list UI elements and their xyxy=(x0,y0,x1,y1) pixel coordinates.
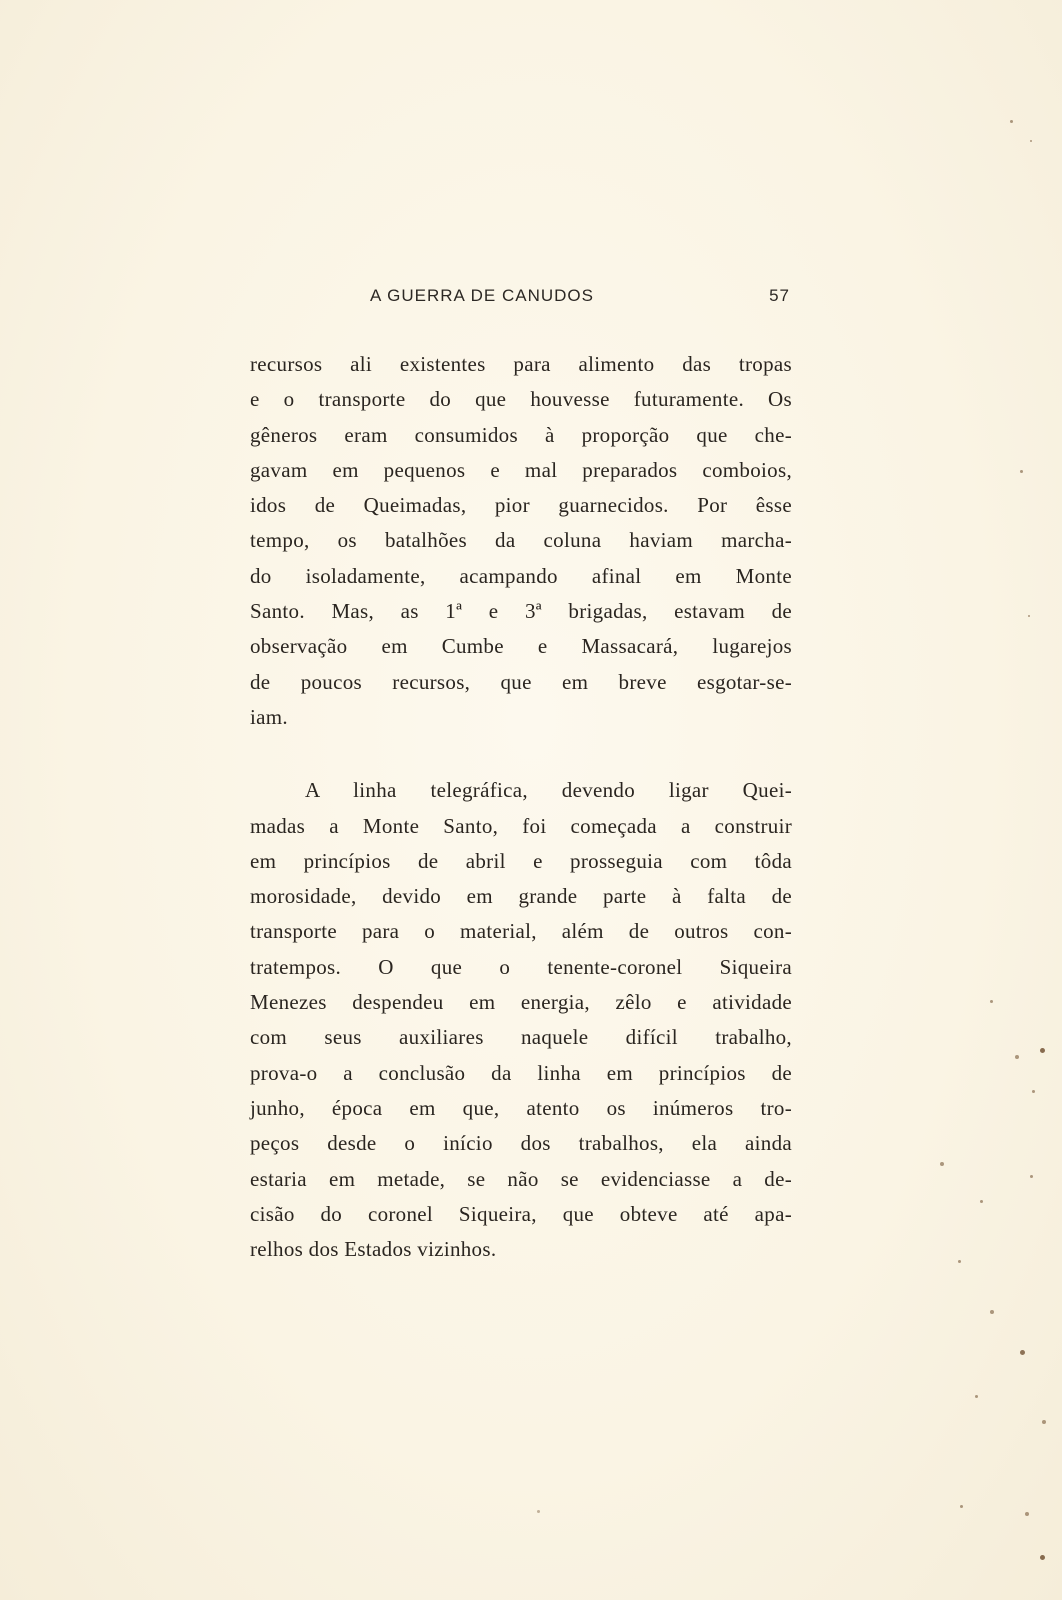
foxing-speck xyxy=(980,1200,983,1203)
text-line: gavam em pequenos e mal preparados comboios, xyxy=(250,457,792,482)
paragraph-gap xyxy=(250,735,792,773)
text-line: em princípios de abril e prosseguia com tôda xyxy=(250,848,792,873)
foxing-speck xyxy=(990,1000,993,1003)
text-line: tempo, os batalhões da coluna haviam marcha- xyxy=(250,528,792,553)
foxing-speck xyxy=(1042,1420,1046,1424)
text-line: estaria em metade, se não se evidenciasse a de- xyxy=(250,1166,792,1191)
foxing-speck xyxy=(940,1162,944,1166)
text-line: peços desde o início dos trabalhos, ela ainda xyxy=(250,1131,792,1156)
foxing-speck xyxy=(1040,1048,1045,1053)
text-line: recursos ali existentes para alimento das tropas xyxy=(250,352,792,376)
text-line: com seus auxiliares naquele difícil trabalho, xyxy=(250,1025,792,1050)
page-number: 57 xyxy=(769,286,790,305)
text-line: do isoladamente, acampando afinal em Monte xyxy=(250,563,792,588)
text-line: tratempos. O que o tenente-coronel Siqueira xyxy=(250,954,792,979)
text-line: prova-o a conclusão da linha em princípios de xyxy=(250,1060,792,1085)
text-line: iam. xyxy=(250,704,288,729)
foxing-speck xyxy=(990,1310,994,1314)
foxing-speck xyxy=(1010,120,1013,123)
text-line: transporte para o material, além de outros con- xyxy=(250,919,792,944)
foxing-speck xyxy=(537,1510,540,1513)
text-line: relhos dos Estados vizinhos. xyxy=(250,1237,497,1262)
text-line: Menezes despendeu em energia, zêlo e atividade xyxy=(250,990,792,1015)
text-line: A linha telegráfica, devendo ligar Quei- xyxy=(305,778,792,803)
body-text xyxy=(250,347,792,1267)
foxing-speck xyxy=(960,1505,963,1508)
text-line: junho, época em que, atento os inúmeros tro- xyxy=(250,1095,792,1120)
text-line: Santo. Mas, as 1ª e 3ª brigadas, estavam de xyxy=(250,599,792,624)
foxing-speck xyxy=(1030,1175,1033,1178)
foxing-speck xyxy=(958,1260,961,1263)
foxing-speck xyxy=(1040,1555,1045,1560)
foxing-speck xyxy=(1020,1350,1025,1355)
foxing-speck xyxy=(1020,470,1023,473)
text-line: madas a Monte Santo, foi começada a construir xyxy=(250,813,792,838)
text-line: gêneros eram consumidos à proporção que che- xyxy=(250,422,792,447)
foxing-speck xyxy=(1032,1090,1035,1093)
foxing-speck xyxy=(1015,1055,1019,1059)
foxing-speck xyxy=(1028,615,1030,617)
foxing-speck xyxy=(1025,1512,1029,1516)
foxing-speck xyxy=(975,1395,978,1398)
text-line: morosidade, devido em grande parte à falta de xyxy=(250,884,792,909)
running-title: A GUERRA DE CANUDOS xyxy=(370,286,594,305)
foxing-speck xyxy=(1030,140,1032,142)
page-header xyxy=(250,286,790,310)
text-line: cisão do coronel Siqueira, que obteve até apa- xyxy=(250,1201,792,1226)
text-line: idos de Queimadas, pior guarnecidos. Por êsse xyxy=(250,493,792,518)
text-line: observação em Cumbe e Massacará, lugarejos xyxy=(250,634,792,659)
text-line: de poucos recursos, que em breve esgotar-se- xyxy=(250,669,792,694)
text-line: e o transporte do que houvesse futuramente. Os xyxy=(250,387,792,412)
